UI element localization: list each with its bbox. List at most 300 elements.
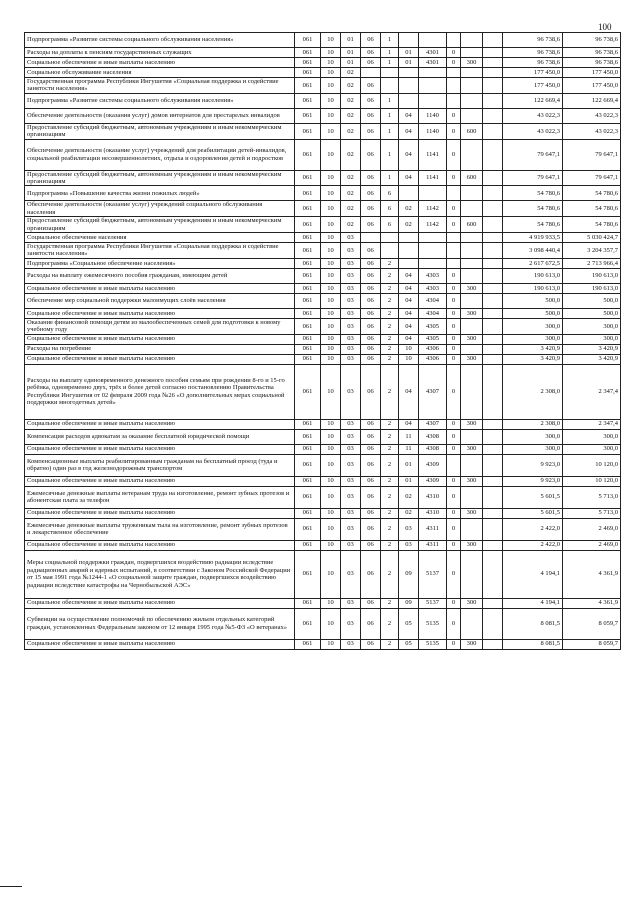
row-name: Расходы на погребение: [25, 344, 295, 354]
event-code: 01: [399, 476, 419, 486]
amount-year-1: 43 022,3: [503, 123, 563, 139]
amount-year-2: 54 780,6: [563, 217, 621, 233]
direction-sub-code: 0: [447, 308, 461, 318]
amount-year-2: 3 204 357,7: [563, 243, 621, 259]
amount-year-2: 500,0: [563, 308, 621, 318]
direction-code: [419, 93, 447, 108]
event-code: [399, 233, 419, 243]
program-code: 06: [361, 454, 381, 476]
subprogram-code: 2: [381, 344, 399, 354]
amount-year-2: 4 361,9: [563, 550, 621, 598]
subsection-code: 03: [341, 308, 361, 318]
amount-year-1: 9 923,0: [503, 476, 563, 486]
amount-year-1: 300,0: [503, 429, 563, 444]
subprogram-code: 2: [381, 308, 399, 318]
direction-sub-code: 0: [447, 108, 461, 123]
row-name: Социальное обеспечение и иные выплаты населению: [25, 308, 295, 318]
amount-year-2: 43 022,3: [563, 123, 621, 139]
empty-cell: [483, 354, 503, 364]
row-name: Подпрограмма «Повышение качества жизни пожилых людей»: [25, 186, 295, 201]
table-row: [25, 486, 621, 508]
section-code: 10: [321, 93, 341, 108]
direction-sub-code: 0: [447, 268, 461, 283]
ministry-code: 061: [295, 268, 321, 283]
budget-table: [24, 32, 621, 650]
subsection-code: 02: [341, 78, 361, 94]
subsection-code: 03: [341, 454, 361, 476]
expense-type-code: [461, 68, 483, 78]
empty-cell: [483, 598, 503, 608]
table-row: [25, 58, 621, 68]
direction-code: 4308: [419, 429, 447, 444]
section-code: 10: [321, 108, 341, 123]
section-code: 10: [321, 233, 341, 243]
event-code: 01: [399, 454, 419, 476]
direction-sub-code: 0: [447, 540, 461, 550]
row-name: Социальное обеспечение и иные выплаты населению: [25, 283, 295, 293]
ministry-code: 061: [295, 344, 321, 354]
section-code: 10: [321, 639, 341, 649]
program-code: 06: [361, 308, 381, 318]
empty-cell: [483, 217, 503, 233]
empty-cell: [483, 344, 503, 354]
program-code: 06: [361, 33, 381, 48]
subprogram-code: 2: [381, 598, 399, 608]
program-code: 06: [361, 93, 381, 108]
program-code: 06: [361, 243, 381, 259]
ministry-code: 061: [295, 550, 321, 598]
program-code: 06: [361, 508, 381, 518]
event-code: [399, 68, 419, 78]
program-code: 06: [361, 354, 381, 364]
section-code: 10: [321, 444, 341, 454]
row-name: Социальное обеспечение и иные выплаты населению: [25, 540, 295, 550]
expense-type-code: [461, 233, 483, 243]
direction-code: 1142: [419, 201, 447, 217]
section-code: 10: [321, 598, 341, 608]
event-code: 11: [399, 444, 419, 454]
direction-code: 1141: [419, 139, 447, 170]
expense-type-code: [461, 344, 483, 354]
ministry-code: 061: [295, 429, 321, 444]
subsection-code: 03: [341, 429, 361, 444]
event-code: 09: [399, 598, 419, 608]
amount-year-1: 96 738,6: [503, 58, 563, 68]
table-row: [25, 540, 621, 550]
table-row: [25, 48, 621, 58]
row-name: Государственная программа Республики Ингушетия «Социальная поддержка и содействие занятости населения»: [25, 243, 295, 259]
ministry-code: 061: [295, 334, 321, 344]
section-code: 10: [321, 364, 341, 419]
event-code: 05: [399, 608, 419, 639]
subprogram-code: [381, 78, 399, 94]
amount-year-1: 54 780,6: [503, 201, 563, 217]
amount-year-2: 5 713,0: [563, 486, 621, 508]
program-code: 06: [361, 639, 381, 649]
expense-type-code: [461, 486, 483, 508]
table-row: [25, 258, 621, 268]
direction-sub-code: [447, 33, 461, 48]
direction-code: 4303: [419, 268, 447, 283]
direction-code: 4304: [419, 293, 447, 308]
section-code: 10: [321, 78, 341, 94]
event-code: 04: [399, 334, 419, 344]
subprogram-code: 2: [381, 540, 399, 550]
expense-type-code: 300: [461, 308, 483, 318]
subsection-code: 03: [341, 318, 361, 334]
event-code: 02: [399, 201, 419, 217]
amount-year-1: 122 669,4: [503, 93, 563, 108]
direction-sub-code: [447, 186, 461, 201]
ministry-code: 061: [295, 243, 321, 259]
row-name: Социальное обеспечение и иные выплаты населению: [25, 598, 295, 608]
empty-cell: [483, 68, 503, 78]
amount-year-2: 10 120,0: [563, 476, 621, 486]
subprogram-code: 1: [381, 123, 399, 139]
program-code: 06: [361, 268, 381, 283]
program-code: 06: [361, 58, 381, 68]
expense-type-code: [461, 48, 483, 58]
table-row: [25, 429, 621, 444]
subprogram-code: 2: [381, 283, 399, 293]
amount-year-2: 43 022,3: [563, 108, 621, 123]
direction-sub-code: 0: [447, 518, 461, 540]
empty-cell: [483, 476, 503, 486]
expense-type-code: 600: [461, 123, 483, 139]
direction-code: 4310: [419, 486, 447, 508]
table-row: [25, 444, 621, 454]
amount-year-2: 500,0: [563, 293, 621, 308]
subprogram-code: 2: [381, 429, 399, 444]
expense-type-code: 300: [461, 476, 483, 486]
ministry-code: 061: [295, 293, 321, 308]
direction-sub-code: 0: [447, 217, 461, 233]
amount-year-2: 122 669,4: [563, 93, 621, 108]
row-name: Социальное обеспечение и иные выплаты населению: [25, 334, 295, 344]
expense-type-code: [461, 108, 483, 123]
empty-cell: [483, 334, 503, 344]
subsection-code: 03: [341, 476, 361, 486]
event-code: 01: [399, 58, 419, 68]
program-code: 06: [361, 476, 381, 486]
direction-sub-code: 0: [447, 334, 461, 344]
ministry-code: 061: [295, 108, 321, 123]
ministry-code: 061: [295, 68, 321, 78]
amount-year-2: 3 420,9: [563, 344, 621, 354]
ministry-code: 061: [295, 354, 321, 364]
amount-year-1: 2 308,0: [503, 364, 563, 419]
expense-type-code: [461, 364, 483, 419]
subsection-code: 03: [341, 233, 361, 243]
direction-code: 5137: [419, 550, 447, 598]
ministry-code: 061: [295, 419, 321, 429]
row-name: Ежемесячные денежные выплаты ветеранам труда на изготовление, ремонт зубных протезов и абонентская плата за телефон: [25, 486, 295, 508]
row-name: Социальное обеспечение и иные выплаты населению: [25, 444, 295, 454]
empty-cell: [483, 540, 503, 550]
ministry-code: 061: [295, 201, 321, 217]
section-code: 10: [321, 243, 341, 259]
subprogram-code: 1: [381, 93, 399, 108]
amount-year-2: 10 120,0: [563, 454, 621, 476]
event-code: [399, 186, 419, 201]
expense-type-code: 300: [461, 419, 483, 429]
row-name: Социальное обеспечение и иные выплаты населению: [25, 419, 295, 429]
direction-code: 4311: [419, 540, 447, 550]
amount-year-2: 300,0: [563, 429, 621, 444]
expense-type-code: [461, 268, 483, 283]
empty-cell: [483, 454, 503, 476]
direction-code: 4301: [419, 58, 447, 68]
amount-year-1: 3 420,9: [503, 354, 563, 364]
subsection-code: 03: [341, 444, 361, 454]
expense-type-code: [461, 429, 483, 444]
table-row: [25, 78, 621, 94]
section-code: 10: [321, 540, 341, 550]
section-code: 10: [321, 293, 341, 308]
direction-sub-code: [447, 68, 461, 78]
section-code: 10: [321, 308, 341, 318]
row-name: Компенсационные выплаты реабилитированным гражданам на бесплатный проезд (туда и обратно) один раз в год железнодорожным транспортом: [25, 454, 295, 476]
event-code: 04: [399, 170, 419, 186]
amount-year-1: 43 022,3: [503, 108, 563, 123]
empty-cell: [483, 233, 503, 243]
direction-code: [419, 78, 447, 94]
table-row: [25, 68, 621, 78]
event-code: 10: [399, 344, 419, 354]
row-name: Обеспечение мер социальной поддержки малоимущих слоёв населения: [25, 293, 295, 308]
expense-type-code: 300: [461, 58, 483, 68]
empty-cell: [483, 258, 503, 268]
amount-year-2: 96 738,6: [563, 58, 621, 68]
subsection-code: 03: [341, 639, 361, 649]
amount-year-1: 2 422,0: [503, 518, 563, 540]
empty-cell: [483, 78, 503, 94]
table-row: [25, 419, 621, 429]
section-code: 10: [321, 419, 341, 429]
program-code: 06: [361, 419, 381, 429]
program-code: 06: [361, 293, 381, 308]
section-code: 10: [321, 486, 341, 508]
row-name: Социальное обеспечение и иные выплаты населению: [25, 58, 295, 68]
empty-cell: [483, 444, 503, 454]
empty-cell: [483, 283, 503, 293]
direction-sub-code: 0: [447, 476, 461, 486]
amount-year-2: 300,0: [563, 334, 621, 344]
subsection-code: 02: [341, 68, 361, 78]
subsection-code: 02: [341, 217, 361, 233]
subprogram-code: 2: [381, 334, 399, 344]
amount-year-1: 177 450,0: [503, 68, 563, 78]
direction-code: 5135: [419, 639, 447, 649]
event-code: 04: [399, 139, 419, 170]
expense-type-code: [461, 93, 483, 108]
row-name: Социальное обеспечение и иные выплаты населению: [25, 476, 295, 486]
section-code: 10: [321, 429, 341, 444]
amount-year-2: 79 647,1: [563, 170, 621, 186]
event-code: 04: [399, 318, 419, 334]
amount-year-2: 2 713 966,4: [563, 258, 621, 268]
amount-year-1: 4 194,1: [503, 598, 563, 608]
ministry-code: 061: [295, 308, 321, 318]
ministry-code: 061: [295, 364, 321, 419]
program-code: [361, 68, 381, 78]
subsection-code: 02: [341, 139, 361, 170]
section-code: 10: [321, 454, 341, 476]
direction-sub-code: 0: [447, 598, 461, 608]
expense-type-code: 300: [461, 334, 483, 344]
event-code: 04: [399, 123, 419, 139]
amount-year-1: 8 081,5: [503, 608, 563, 639]
ministry-code: 061: [295, 78, 321, 94]
expense-type-code: 300: [461, 508, 483, 518]
subprogram-code: 6: [381, 217, 399, 233]
row-name: Социальное обеспечение населения: [25, 233, 295, 243]
event-code: 02: [399, 486, 419, 508]
direction-sub-code: 0: [447, 48, 461, 58]
direction-code: [419, 33, 447, 48]
direction-code: [419, 258, 447, 268]
section-code: 10: [321, 518, 341, 540]
section-code: 10: [321, 318, 341, 334]
amount-year-2: 190 613,0: [563, 268, 621, 283]
ministry-code: 061: [295, 598, 321, 608]
amount-year-1: 300,0: [503, 444, 563, 454]
row-name: Расходы на доплаты к пенсиям государственных служащих: [25, 48, 295, 58]
direction-sub-code: 0: [447, 444, 461, 454]
program-code: 06: [361, 283, 381, 293]
ministry-code: 061: [295, 233, 321, 243]
expense-type-code: 300: [461, 639, 483, 649]
expense-type-code: 600: [461, 217, 483, 233]
amount-year-2: 190 613,0: [563, 283, 621, 293]
event-code: 03: [399, 540, 419, 550]
subprogram-code: 2: [381, 364, 399, 419]
expense-type-code: [461, 518, 483, 540]
direction-code: 1140: [419, 123, 447, 139]
amount-year-1: 177 450,0: [503, 78, 563, 94]
event-code: 10: [399, 354, 419, 364]
amount-year-2: 8 059,7: [563, 608, 621, 639]
empty-cell: [483, 608, 503, 639]
expense-type-code: 300: [461, 283, 483, 293]
event-code: 04: [399, 364, 419, 419]
ministry-code: 061: [295, 518, 321, 540]
ministry-code: 061: [295, 639, 321, 649]
direction-sub-code: 0: [447, 318, 461, 334]
program-code: 06: [361, 139, 381, 170]
empty-cell: [483, 33, 503, 48]
program-code: 06: [361, 186, 381, 201]
section-code: 10: [321, 217, 341, 233]
program-code: 06: [361, 429, 381, 444]
expense-type-code: [461, 454, 483, 476]
direction-code: [419, 68, 447, 78]
subsection-code: 02: [341, 170, 361, 186]
subprogram-code: 1: [381, 33, 399, 48]
expense-type-code: [461, 318, 483, 334]
row-name: Социальное обеспечение и иные выплаты населению: [25, 639, 295, 649]
empty-cell: [483, 293, 503, 308]
ministry-code: 061: [295, 48, 321, 58]
amount-year-2: 300,0: [563, 318, 621, 334]
empty-cell: [483, 364, 503, 419]
direction-sub-code: 0: [447, 608, 461, 639]
row-name: Компенсация расходов адвокатам за оказание бесплатной юридической помощи: [25, 429, 295, 444]
direction-code: 1140: [419, 108, 447, 123]
direction-code: 4307: [419, 419, 447, 429]
subprogram-code: 2: [381, 318, 399, 334]
program-code: 06: [361, 540, 381, 550]
amount-year-1: 500,0: [503, 293, 563, 308]
direction-code: 4301: [419, 48, 447, 58]
table-row: [25, 518, 621, 540]
subsection-code: 01: [341, 33, 361, 48]
table-row: [25, 108, 621, 123]
program-code: 06: [361, 550, 381, 598]
subprogram-code: 6: [381, 201, 399, 217]
amount-year-1: 2 617 672,5: [503, 258, 563, 268]
subprogram-code: 2: [381, 354, 399, 364]
row-name: Расходы на выплату ежемесячного пособия гражданам, имеющим детей: [25, 268, 295, 283]
subprogram-code: 2: [381, 293, 399, 308]
row-name: Подпрограмма «Развитие системы социального обслуживания населения»: [25, 93, 295, 108]
program-code: 06: [361, 598, 381, 608]
ministry-code: 061: [295, 258, 321, 268]
amount-year-1: 54 780,6: [503, 217, 563, 233]
footer-line: [0, 886, 22, 887]
subsection-code: 03: [341, 550, 361, 598]
subsection-code: 01: [341, 48, 361, 58]
amount-year-1: 2 422,0: [503, 540, 563, 550]
expense-type-code: [461, 258, 483, 268]
direction-sub-code: 0: [447, 639, 461, 649]
amount-year-2: 54 780,6: [563, 201, 621, 217]
empty-cell: [483, 318, 503, 334]
empty-cell: [483, 108, 503, 123]
event-code: 11: [399, 429, 419, 444]
direction-code: 4305: [419, 334, 447, 344]
amount-year-1: 4 194,1: [503, 550, 563, 598]
direction-code: [419, 186, 447, 201]
subsection-code: 03: [341, 608, 361, 639]
direction-code: 4307: [419, 364, 447, 419]
section-code: 10: [321, 186, 341, 201]
table-row: [25, 318, 621, 334]
direction-sub-code: 0: [447, 429, 461, 444]
table-row: [25, 93, 621, 108]
empty-cell: [483, 486, 503, 508]
direction-sub-code: 0: [447, 419, 461, 429]
expense-type-code: [461, 293, 483, 308]
table-row: [25, 268, 621, 283]
amount-year-1: 9 923,0: [503, 454, 563, 476]
direction-sub-code: 0: [447, 293, 461, 308]
table-row: [25, 354, 621, 364]
table-row: [25, 243, 621, 259]
event-code: 02: [399, 217, 419, 233]
direction-sub-code: 0: [447, 139, 461, 170]
amount-year-1: 96 738,6: [503, 33, 563, 48]
direction-sub-code: [447, 78, 461, 94]
table-row: [25, 233, 621, 243]
expense-type-code: 300: [461, 540, 483, 550]
direction-code: [419, 243, 447, 259]
ministry-code: 061: [295, 444, 321, 454]
row-name: Обеспечение деятельности (оказания услуг) домов интернатов для престарелых инвалидов: [25, 108, 295, 123]
subsection-code: 03: [341, 419, 361, 429]
section-code: 10: [321, 139, 341, 170]
event-code: [399, 243, 419, 259]
